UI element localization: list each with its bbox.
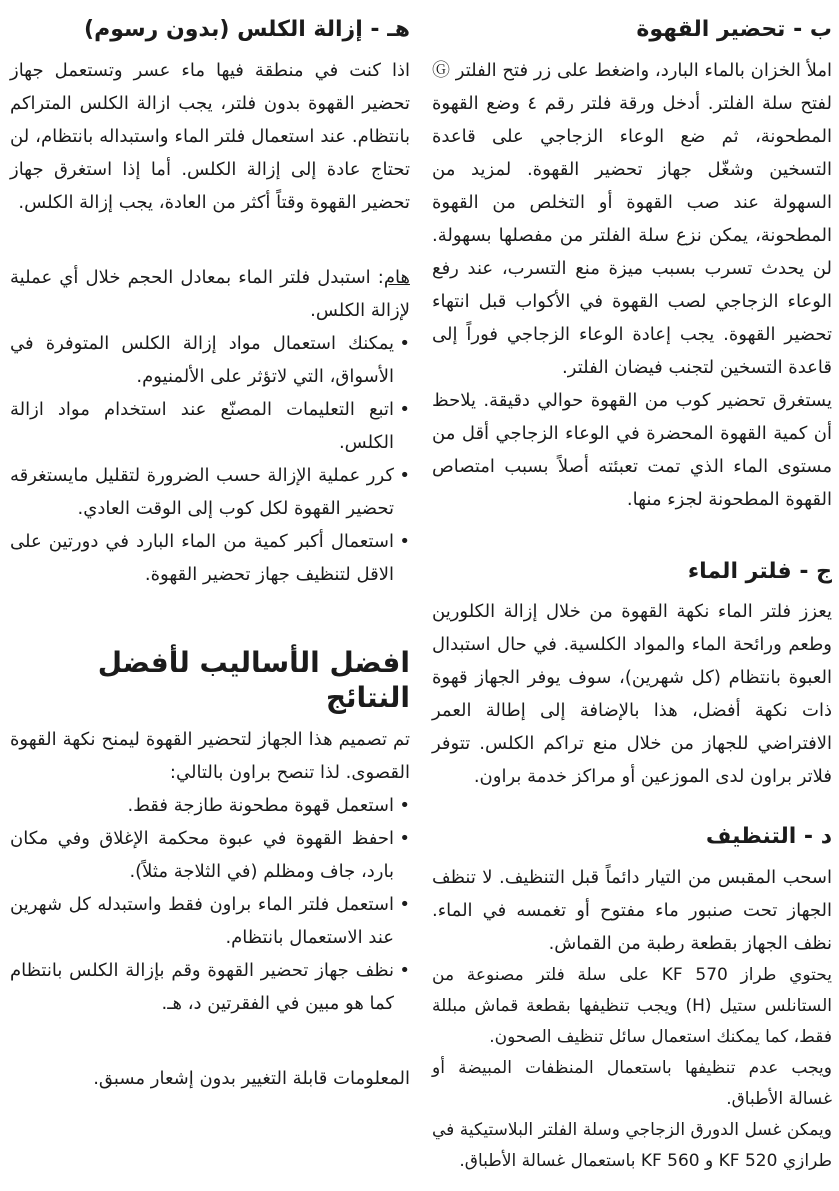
important-text: : استبدل فلتر الماء بمعادل الحجم خلال أي عملية لإزالة الكلس. <box>10 266 410 321</box>
list-item <box>10 888 410 954</box>
section-b-paragraph-1: املأ الخزان بالماء البارد، واضغط على زر فتح الفلتر Ⓖ لفتح سلة الفلتر. أدخل ورقة فلتر رقم ٤ وضع القهوة المطحونة، ثم ضع الوعاء الزجاجي على قاعدة التسخين وشغّل جهاز تحضير القهوة. لمزيد من السهولة عند صب القهوة أو التخلص من القهوة المطحونة، يمكن نزع سلة الفلتر من مفصلها بسهولة. لن يحدث تسرب بسبب ميزة منع التسرب، عند رفع الوعاء الزجاجي لصب القهوة في الأكواب قبل انتهاء تحضير القهوة. يجب إعادة الوعاء الزجاجي فوراً إلى قاعدة التسخين لتجنب فيضان الفلتر. <box>432 59 833 378</box>
section-gap <box>432 516 832 558</box>
section-b-heading: ب - تحضير القهوة <box>636 17 832 42</box>
list-item-text: استعمال أكبر كمية من الماء البارد في دورتين على الاقل لتنظيف جهاز تحضير القهوة. <box>10 530 394 585</box>
list-item-text: يمكنك استعمال مواد إزالة الكلس المتوفرة في الأسواق، التي لاتؤثر على الألمنيوم. <box>10 332 394 387</box>
bullet-marker: • <box>399 530 410 552</box>
important-label: هام <box>383 266 410 288</box>
right-column <box>432 16 832 1191</box>
best-practices-intro: تم تصميم هذا الجهاز لتحضير القهوة ليمنح نكهة القهوة القصوى. لذا تنصح براون بالتالي: <box>10 728 410 783</box>
section-e-paragraph: اذا كنت في منطقة فيها ماء عسر وتستعمل جهاز تحضير القهوة بدون فلتر، يجب ازالة الكلس المتراكم بانتظام. عند استعمال فلتر الماء واستبداله بانتظام، لن تحتاج عادة إلى إزالة الكلس. أما إذا استغرق جهاز تحضير القهوة وقتاً أكثر من العادة، يجب إزالة الكلس. <box>10 59 410 213</box>
list-item <box>10 327 410 393</box>
bullet-marker: • <box>399 959 410 981</box>
bullet-marker: • <box>399 332 410 354</box>
section-b-paragraph-2: يستغرق تحضير كوب من القهوة حوالي دقيقة. يلاحظ أن كمية القهوة المحضرة في الوعاء الزجاجي أقل من مستوى الماء الذي تمت تعبئته أصلاً بسبب امتصاص القهوة المطحونة لجزء منها. <box>432 389 832 510</box>
bullet-marker: • <box>399 794 410 816</box>
decalcify-bullet-list <box>10 327 410 591</box>
list-item <box>10 393 410 459</box>
list-item-text: كرر عملية الإزالة حسب الضرورة لتقليل مايستغرقه تحضير القهوة لكل كوب إلى الوقت العادي. <box>10 464 394 519</box>
section-e-heading: هـ - إزالة الكلس (بدون رسوم) <box>84 17 410 42</box>
list-item-text: احفظ القهوة في عبوة محكمة الإغلاق وفي مكان بارد، جاف ومظلم (في الثلاجة مثلاً). <box>10 827 394 882</box>
section-d-paragraph-dishwasher: ويمكن غسل الدورق الزجاجي وسلة الفلتر البلاستيكية في طرازي KF 520 و KF 560 باستعمال غسالة الأطباق. <box>432 1119 832 1171</box>
list-item-text: اتبع التعليمات المصنّع عند استخدام مواد ازالة الكلس. <box>10 398 394 453</box>
section-gap <box>432 793 832 823</box>
important-note <box>10 261 410 327</box>
section-d-heading: د - التنظيف <box>705 824 832 850</box>
section-gap <box>10 1020 410 1062</box>
bullet-marker: • <box>399 893 410 915</box>
list-item <box>10 954 410 1020</box>
section-c-paragraph: يعزز فلتر الماء نكهة القهوة من خلال إزالة الكلورين وطعم ورائحة الماء والمواد الكلسية. في حال استبدال العبوة بانتظام (كل شهرين)، سوف يوفر الجهاز قهوة ذات نكهة أفضل، هذا بالإضافة إلى إطالة العمر الافتراضي للجهاز من خلال منع تراكم الكلس. تتوفر فلاتر براون لدى الموزعين أو مراكز خدمة براون. <box>432 601 832 788</box>
section-c-heading: ج - فلتر الماء <box>687 558 832 584</box>
section-d-paragraph-bleach-warning: ويجب عدم تنظيفها باستعمال المنظفات المبيضة أو غسالة الأطباق. <box>432 1057 832 1109</box>
section-gap <box>10 591 410 645</box>
list-item-text: استعمل فلتر الماء براون فقط واستبدله كل شهرين عند الاستعمال بانتظام. <box>10 893 394 948</box>
list-item <box>10 459 410 525</box>
bullet-marker: • <box>399 464 410 486</box>
section-d-paragraph-kf570: يحتوي طراز KF 570 على سلة فلتر مصنوعة من الستانلس ستيل (H) ويجب تنظيفها بقطعة قماش مبللة فقط، كما يمكنك استعمال سائل تنظيف الصحون. <box>432 964 832 1047</box>
bullet-marker: • <box>399 398 410 420</box>
change-without-notice-note: المعلومات قابلة التغيير بدون إشعار مسبق. <box>93 1067 410 1089</box>
list-item-text: نظف جهاز تحضير القهوة وقم بإزالة الكلس بانتظام كما هو مبين في الفقرتين د، هـ. <box>10 959 394 1014</box>
list-item <box>10 789 410 822</box>
best-practices-heading: افضل الأساليب لأفضل النتائج <box>97 645 410 714</box>
list-item <box>10 525 410 591</box>
list-item-text: استعمل قهوة مطحونة طازجة فقط. <box>127 794 394 816</box>
section-d-paragraph-1: اسحب المقبس من التيار دائماً قبل التنظيف. لا تنظف الجهاز تحت صنبور ماء مفتوح أو تغمسه في الماء. نظف الجهاز بقطعة رطبة من القماش. <box>432 866 832 954</box>
bullet-marker: • <box>399 827 410 849</box>
section-gap <box>10 219 410 261</box>
left-column <box>10 16 410 1191</box>
list-item <box>10 822 410 888</box>
best-practices-bullet-list <box>10 789 410 1020</box>
